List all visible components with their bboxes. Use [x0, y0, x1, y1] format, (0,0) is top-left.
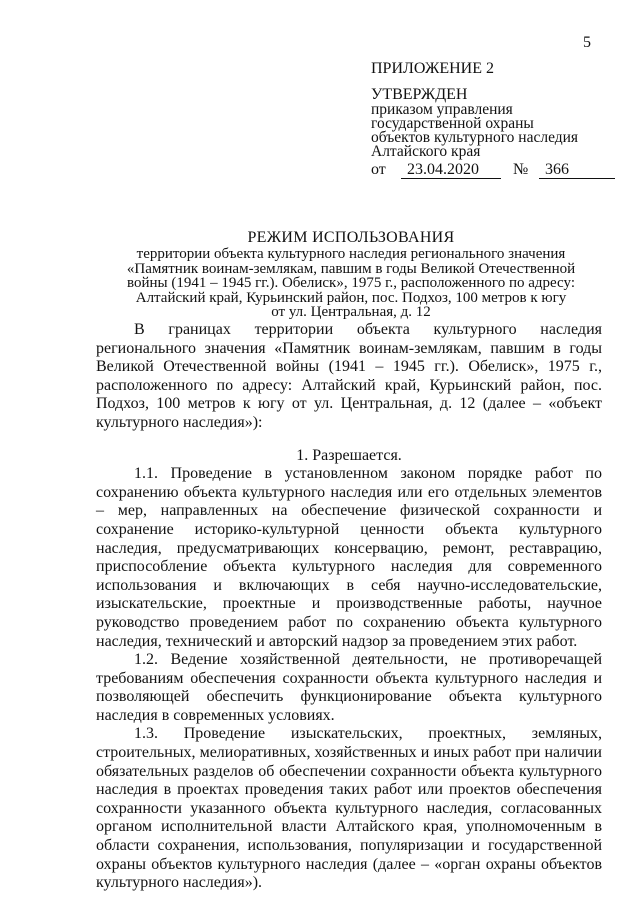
section-item: 1.1. Проведение в установленном законом порядке работ по сохранению объекта культурного наследия или его отдельных элементов – мер, направленных на обеспечение физической сохранности и сохранение историко-культурной ценности объекта культурного наследия, предусматривающих консервацию, ремонт, реставрацию, приспособление объекта культурного наследия для современного использования и включающих в себя научно-исследовательские, изыскательские, проектные и производственные работы, научное руководство проведением работ по сохранению объекта культурного наследия, технический и авторский надзор за проведением этих работ. — [96, 465, 602, 650]
order-line: государственной охраны — [371, 115, 534, 132]
regime-subtitle-line: от ул. Центральная, д. 12 — [271, 304, 431, 320]
regime-subtitle-line: Алтайский край, Курьинский район, пос. Подхоз, 100 метров к югу — [135, 289, 567, 306]
regime-title: РЕЖИМ ИСПОЛЬЗОВАНИЯ — [247, 229, 455, 246]
date-label: от — [371, 161, 386, 178]
section-item: 1.3. Проведение изыскательских, проектных, земляных, строительных, мелиоративных, хозяйственных и иных работ при наличии обязательных разделов об обеспечении сохранности объекта культурного наследия в проектах проведения таких работ или проектов обеспечения сохранности указанного объекта культурного наследия, согласованных органом исполнительной власти Алтайского края, уполномоченным в области сохранения, использования, популяризации и государственной охраны объектов культурного наследия (далее – «орган охраны объектов культурного наследия»). — [96, 725, 602, 892]
intro-paragraph: В границах территории объекта культурного наследия регионального значения «Памятник воинам-землякам, павшим в годы Великой Отечественной войны (1941 – 1945 гг.). Обелиск», 1975 г., расположенного по адресу: Алтайский край, Курьинский район, пос. Подхоз, 100 метров к югу от ул. Центральная, д. 12 (далее – «объект культурного наследия»): — [96, 321, 602, 431]
order-number: 366 — [539, 162, 615, 179]
appendix-title: ПРИЛОЖЕНИЕ 2 — [371, 60, 495, 77]
section-heading: 1. Разрешается. — [296, 446, 402, 464]
order-line: Алтайского края — [371, 143, 481, 160]
regime-subtitle-line: войны (1941 – 1945 гг.). Обелиск», 1975 г., расположенного по адресу: — [126, 275, 575, 291]
number-label: № — [513, 161, 529, 178]
order-date: 23.04.2020 — [401, 162, 501, 179]
section-item: 1.2. Ведение хозяйственной деятельности, не противоречащей требованиям обеспечения сохранности объекта культурного наследия и позволяющей обеспечить функционирование объекта культурного наследия в современных условиях. — [96, 651, 602, 724]
regime-subtitle-line: «Памятник воинам-землякам, павшим в годы Великой Отечественной — [126, 260, 576, 277]
order-date-row — [371, 160, 621, 180]
regime-subtitle-line: территории объекта культурного наследия регионального значения — [136, 246, 566, 262]
regime-header — [96, 229, 606, 320]
appendix-block — [371, 62, 621, 180]
order-line: объектов культурного наследия — [371, 129, 579, 146]
page-number: 5 — [583, 34, 591, 51]
order-line: приказом управления — [371, 101, 513, 118]
document-body — [96, 321, 602, 893]
approved-label: УТВЕРЖДЕН — [371, 86, 468, 103]
